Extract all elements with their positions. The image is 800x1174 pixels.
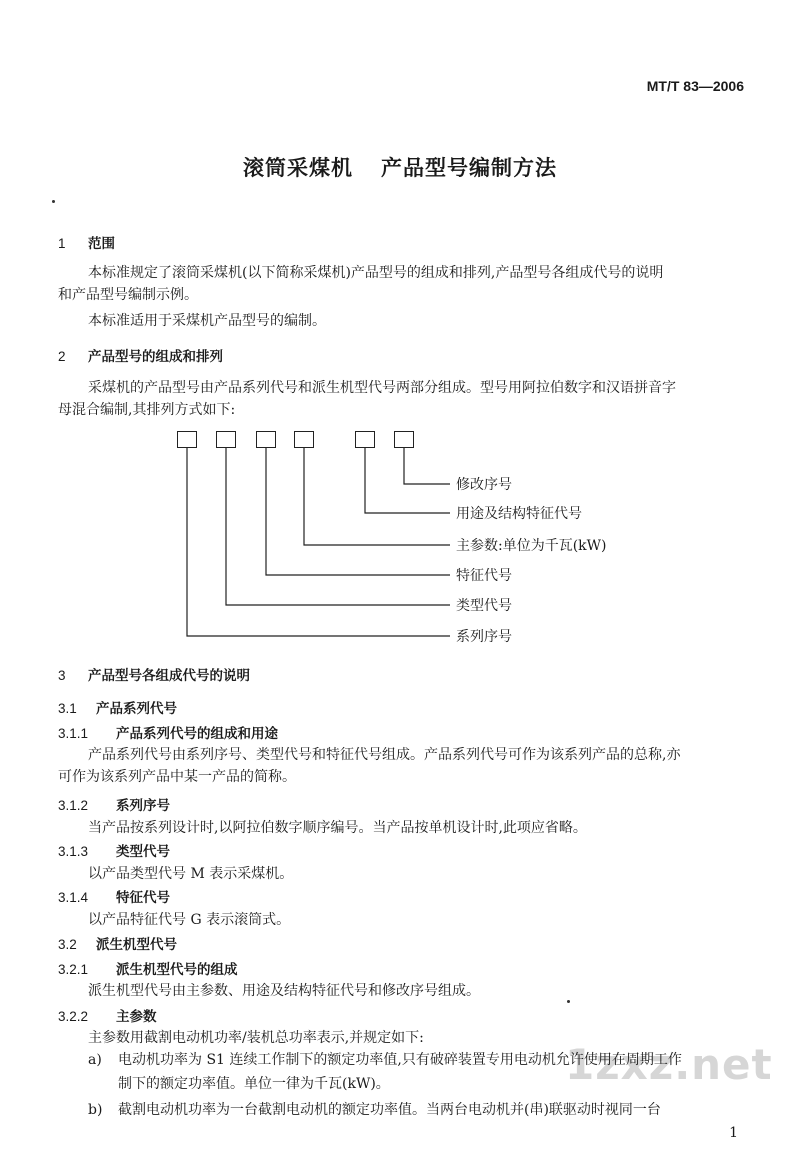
section-3-1-2-paragraph: 当产品按系列设计时,以阿拉伯数字顺序编号。当产品按单机设计时,此项应省略。 [88,820,587,836]
label-usage-structure-code: 用途及结构特征代号 [456,506,582,522]
section-3-2-2-heading: 3.2.2 主参数 [58,1009,157,1025]
watermark: 1zxz.net [565,1040,773,1089]
section-3-2-2-paragraph: 主参数用截割电动机功率/装机总功率表示,并规定如下: [88,1030,424,1046]
section-3-heading: 3 产品型号各组成代号的说明 [58,668,250,684]
list-item-b: b) 截割电动机功率为一台截割电动机的额定功率值。当两台电动机并(串)联驱动时视同一台 [88,1102,661,1118]
section-1-heading: 1 范围 [58,236,115,252]
page-number: 1 [729,1125,738,1141]
label-type-code: 类型代号 [456,598,512,614]
section-3-1-3-paragraph: 以产品类型代号 M 表示采煤机。 [88,866,294,882]
section-2-paragraph: 采煤机的产品型号由产品系列代号和派生机型代号两部分组成。型号用阿拉伯数字和汉语拼音字 母混合编制,其排列方式如下: [58,380,676,418]
standard-number: MT/T 83—2006 [646,78,744,94]
section-3-1-4-heading: 3.1.4 特征代号 [58,890,170,906]
section-3-2-heading: 3.2 派生机型代号 [58,937,177,953]
section-3-1-1-paragraph: 产品系列代号由系列序号、类型代号和特征代号组成。产品系列代号可作为该系列产品的总称,亦 可作为该系列产品中某一产品的简称。 [58,747,681,785]
section-3-1-heading: 3.1 产品系列代号 [58,701,177,717]
label-revision-number: 修改序号 [456,477,512,493]
section-3-2-1-heading: 3.2.1 派生机型代号的组成 [58,962,238,978]
label-feature-code: 特征代号 [456,568,512,584]
section-1-paragraph-1: 本标准规定了滚筒采煤机(以下简称采煤机)产品型号的组成和排列,产品型号各组成代号的说明 和产品型号编制示例。 [58,265,664,303]
title-part-2: 产品型号编制方法 [381,156,557,180]
scan-speck [567,1000,570,1003]
title-part-1: 滚筒采煤机 [243,156,353,180]
section-3-1-3-heading: 3.1.3 类型代号 [58,844,170,860]
label-main-parameter: 主参数:单位为千瓦(kW) [456,538,607,554]
section-2-heading: 2 产品型号的组成和排列 [58,349,223,365]
section-3-1-2-heading: 3.1.2 系列序号 [58,798,170,814]
list-item-a: a) 电动机功率为 S1 连续工作制下的额定功率值,只有破碎装置专用电动机允许使用在周期工作 制下的额定功率值。单位一律为千瓦(kW)。 [88,1052,682,1092]
section-1-paragraph-2: 本标准适用于采煤机产品型号的编制。 [88,313,326,329]
section-3-1-4-paragraph: 以产品特征代号 G 表示滚筒式。 [88,912,291,928]
section-3-2-1-paragraph: 派生机型代号由主参数、用途及结构特征代号和修改序号组成。 [88,983,480,999]
label-series-number: 系列序号 [456,629,512,645]
section-3-1-1-heading: 3.1.1 产品系列代号的组成和用途 [58,726,278,742]
